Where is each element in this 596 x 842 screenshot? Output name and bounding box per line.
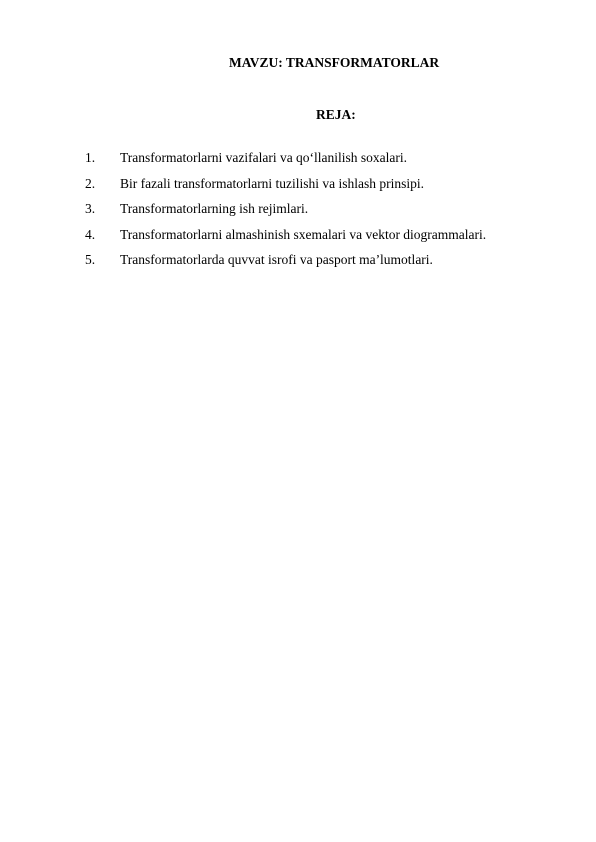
plan-item-text: Transformatorlarni almashinish sxemalari va vektor diogrammalari. (120, 226, 487, 242)
plan-item-number: 5. (85, 252, 96, 268)
plan-item-number: 2. (85, 175, 96, 191)
plan-item-text: Bir fazali transformatorlarni tuzilishi va ishlash prinsipi. (120, 175, 425, 191)
plan-item-number: 4. (85, 226, 96, 242)
plan-item-number: 3. (85, 201, 96, 217)
document-title: MAVZU: TRANSFORMATORLAR (229, 55, 440, 70)
plan-heading: REJA: (316, 107, 356, 122)
plan-item-text: Transformatorlarni vazifalari va qo‘llanilish soxalari. (120, 150, 408, 165)
plan-item-number: 1. (85, 150, 96, 165)
plan-item-text: Transformatorlarda quvvat isrofi va pasport ma’lumotlari. (120, 252, 433, 268)
plan-item-text: Transformatorlarning ish rejimlari. (120, 201, 309, 217)
